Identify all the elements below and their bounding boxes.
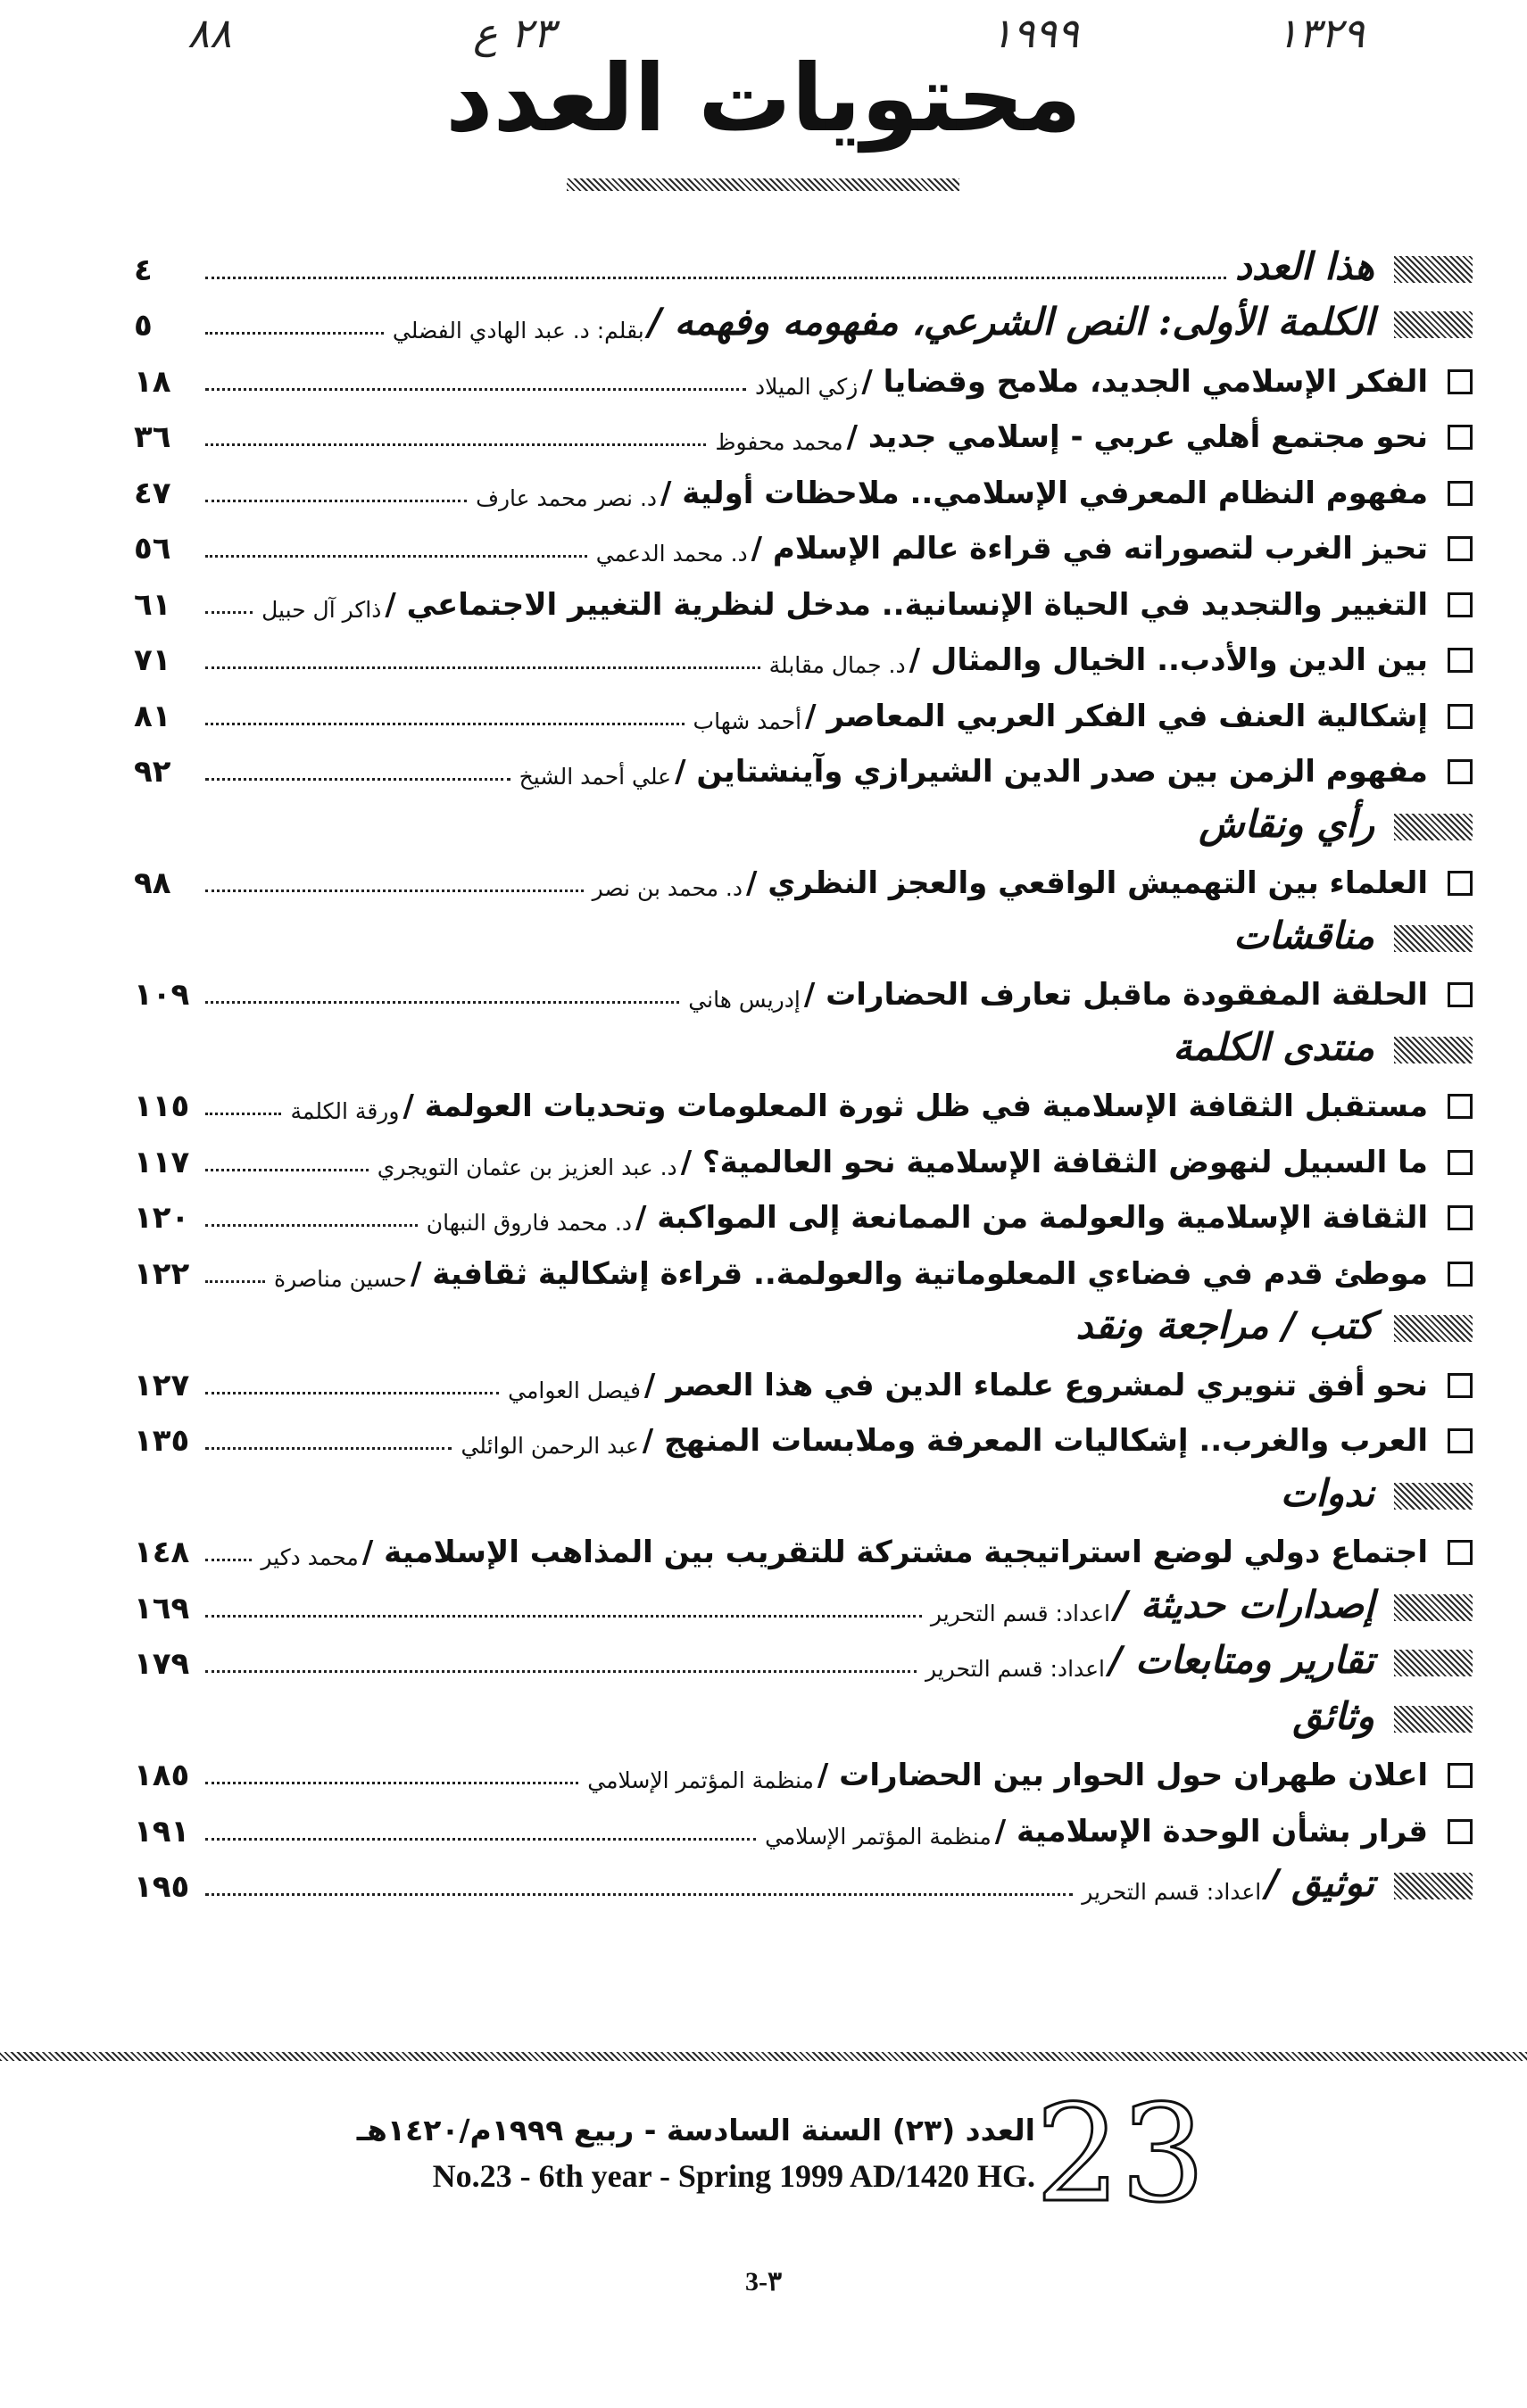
dot-leader — [205, 611, 253, 614]
toc-section[interactable] — [134, 295, 1473, 352]
entry-page-number: ٧١ — [134, 642, 171, 678]
dot-leader — [205, 1893, 1073, 1896]
dot-leader — [205, 1559, 252, 1561]
entry-title: تقارير ومتابعات / — [1108, 1638, 1374, 1682]
entry-page-number: ١٢٢ — [134, 1255, 190, 1292]
entry-title: الكلمة الأولى: النص الشرعي، مفهومه وفهمه / — [647, 300, 1374, 343]
entry-title: نحو أفق تنويري لمشروع علماء الدين في هذا العصر / — [643, 1367, 1428, 1403]
section-marker-icon — [1394, 1037, 1473, 1063]
toc-entry[interactable] — [134, 518, 1473, 575]
page-number: 3-٣ — [744, 2267, 783, 2296]
toc-section[interactable] — [134, 1857, 1473, 1913]
dot-leader — [205, 1113, 281, 1115]
entry-author: د. جمال مقابلة — [768, 652, 906, 678]
entry-page-number: ٥ — [134, 308, 153, 343]
entry-title: اجتماع دولي لوضع استراتيجية مشتركة للتقريب بين المذاهب الإسلامية / — [361, 1535, 1428, 1570]
entry-author: علي أحمد الشيخ — [519, 764, 672, 790]
entry-title: مناقشات — [1233, 913, 1374, 957]
dot-leader — [205, 332, 384, 335]
entry-author: محمد دكير — [261, 1544, 359, 1570]
handwritten-note: ١٣٢٩ — [1276, 9, 1365, 57]
entry-title: الثقافة الإسلامية والعولمة من الممانعة إلى المواكبة / — [635, 1200, 1428, 1236]
entry-author: أحمد شهاب — [693, 708, 802, 734]
checkbox-icon — [1448, 592, 1473, 617]
entry-title: قرار بشأن الوحدة الإسلامية / — [994, 1813, 1428, 1849]
table-of-contents — [134, 239, 1473, 1912]
checkbox-icon — [1448, 871, 1473, 896]
toc-section[interactable] — [134, 1689, 1473, 1745]
checkbox-icon — [1448, 982, 1473, 1007]
entry-author: عبد الرحمن الوائلي — [461, 1433, 639, 1459]
page-title: محتويات العدد — [445, 44, 1082, 153]
entry-page-number: ١٩١ — [134, 1813, 190, 1849]
entry-author: فيصل العوامي — [508, 1377, 641, 1403]
toc-section[interactable] — [134, 908, 1473, 964]
entry-author: منظمة المؤتمر الإسلامي — [765, 1823, 992, 1849]
entry-title: إشكالية العنف في الفكر العربي المعاصر / — [805, 698, 1428, 734]
toc-entry[interactable] — [134, 1243, 1473, 1299]
entry-page-number: ٤٧ — [134, 475, 171, 511]
toc-entry[interactable] — [134, 1131, 1473, 1187]
checkbox-icon — [1448, 704, 1473, 729]
dot-leader — [205, 1001, 679, 1004]
entry-title: بين الدين والأدب.. الخيال والمثال / — [909, 642, 1428, 678]
entry-title: ندوات — [1280, 1470, 1374, 1515]
dot-leader — [205, 555, 587, 558]
entry-page-number: ١٦٩ — [134, 1590, 190, 1626]
entry-page-number: ٩٢ — [134, 754, 171, 790]
toc-entry[interactable] — [134, 630, 1473, 686]
toc-entry[interactable] — [134, 351, 1473, 407]
entry-page-number: ١٢٠ — [134, 1200, 190, 1236]
dot-leader — [205, 1392, 499, 1394]
entry-page-number: ١١٧ — [134, 1144, 190, 1180]
toc-section[interactable] — [134, 1577, 1473, 1634]
toc-entry[interactable] — [134, 1411, 1473, 1467]
handwritten-note: ١٩٩٩ — [991, 9, 1079, 57]
entry-author: د. عبد العزيز بن عثمان التويجري — [377, 1154, 677, 1180]
toc-entry[interactable] — [134, 574, 1473, 630]
toc-section[interactable] — [134, 797, 1473, 853]
entry-page-number: ٣٦ — [134, 419, 171, 455]
entry-page-number: ١١٥ — [134, 1088, 190, 1124]
dot-leader — [205, 778, 510, 781]
dot-leader — [205, 1615, 922, 1618]
entry-author: اعداد: قسم التحرير — [1082, 1879, 1262, 1905]
entry-title: كتب / مراجعة ونقد — [1075, 1303, 1374, 1347]
entry-title: العلماء بين التهميش الواقعي والعجز النظري / — [746, 865, 1428, 901]
toc-entry[interactable] — [134, 1076, 1473, 1132]
section-marker-icon — [1394, 1873, 1473, 1899]
entry-title: إصدارات حديثة / — [1113, 1582, 1374, 1626]
toc-entry[interactable] — [134, 462, 1473, 518]
checkbox-icon — [1448, 1150, 1473, 1175]
entry-author: ورقة الكلمة — [290, 1098, 400, 1124]
entry-author: ذاكر آل حبيل — [261, 596, 382, 623]
entry-page-number: ٥٦ — [134, 531, 171, 567]
entry-author: زكي الميلاد — [755, 373, 859, 400]
toc-entry[interactable] — [134, 685, 1473, 741]
section-marker-icon — [1394, 256, 1473, 283]
entry-title: نحو مجتمع أهلي عربي - إسلامي جديد / — [846, 419, 1428, 455]
toc-entry[interactable] — [134, 1354, 1473, 1411]
dot-leader — [205, 500, 467, 502]
entry-author: إدريس هاني — [688, 987, 801, 1013]
section-marker-icon — [1394, 814, 1473, 840]
dot-leader — [205, 1838, 756, 1841]
entry-author: حسين مناصرة — [274, 1265, 407, 1292]
section-marker-icon — [1394, 1315, 1473, 1342]
checkbox-icon — [1448, 481, 1473, 506]
entry-page-number: ١٩٥ — [134, 1869, 190, 1905]
toc-entry[interactable] — [134, 964, 1473, 1021]
checkbox-icon — [1448, 425, 1473, 450]
entry-page-number: ٦١ — [134, 586, 171, 623]
entry-author: د. نصر محمد عارف — [476, 484, 658, 511]
checkbox-icon — [1448, 1262, 1473, 1287]
entry-page-number: ٩٨ — [134, 865, 171, 901]
checkbox-icon — [1448, 536, 1473, 561]
entry-author: منظمة المؤتمر الإسلامي — [587, 1767, 814, 1793]
entry-author: اعداد: قسم التحرير — [925, 1656, 1105, 1682]
toc-section[interactable] — [134, 1020, 1473, 1076]
section-marker-icon — [1394, 311, 1473, 338]
entry-page-number: ١٢٧ — [134, 1367, 190, 1403]
dot-leader — [205, 1224, 418, 1227]
section-marker-icon — [1394, 1706, 1473, 1733]
entry-title: هذا العدد — [1235, 244, 1374, 288]
entry-title: مفهوم النظام المعرفي الإسلامي.. ملاحظات أولية / — [660, 475, 1428, 511]
checkbox-icon — [1448, 1094, 1473, 1119]
checkbox-icon — [1448, 1205, 1473, 1230]
dot-leader — [205, 1280, 265, 1283]
checkbox-icon — [1448, 1373, 1473, 1398]
handwritten-note: ٢٣ ع — [473, 9, 555, 57]
entry-title: رأي ونقاش — [1199, 801, 1374, 846]
entry-title: اعلان طهران حول الحوار بين الحضارات / — [817, 1758, 1428, 1793]
title-underline — [567, 178, 959, 191]
toc-entry[interactable] — [134, 407, 1473, 463]
dot-leader — [205, 388, 746, 391]
entry-page-number: ١٤٨ — [134, 1535, 190, 1570]
toc-entry[interactable] — [134, 853, 1473, 909]
entry-title: وثائق — [1292, 1693, 1374, 1738]
issue-line-arabic: العدد (٢٣) السنة السادسة - ربيع ١٩٩٩م/١٤٢٠هـ — [356, 2113, 1035, 2147]
section-marker-icon — [1394, 1594, 1473, 1621]
checkbox-icon — [1448, 1763, 1473, 1788]
checkbox-icon — [1448, 1819, 1473, 1844]
footer-divider — [0, 2052, 1527, 2061]
toc-entry[interactable] — [134, 741, 1473, 798]
entry-title: توثيق / — [1265, 1861, 1374, 1905]
entry-title: التغيير والتجديد في الحياة الإنسانية.. مدخل لنظرية التغيير الاجتماعي / — [385, 586, 1428, 623]
entry-author: د. محمد فاروق النبهان — [426, 1210, 633, 1236]
toc-section[interactable] — [134, 1634, 1473, 1690]
entry-title: تحيز الغرب لتصوراته في قراءة عالم الإسلام / — [751, 531, 1428, 567]
handwritten-note: ٨٨ — [187, 9, 232, 57]
toc-entry[interactable] — [134, 1800, 1473, 1857]
dot-leader — [205, 1169, 369, 1171]
entry-page-number: ١٧٩ — [134, 1646, 190, 1682]
checkbox-icon — [1448, 1540, 1473, 1565]
toc-section[interactable] — [134, 1299, 1473, 1355]
entry-page-number: ١٣٥ — [134, 1423, 190, 1459]
toc-entry[interactable] — [134, 1187, 1473, 1244]
toc-section[interactable] — [134, 239, 1473, 295]
issue-line-english: No.23 - 6th year - Spring 1999 AD/1420 HG. — [432, 2158, 1035, 2194]
entry-page-number: ٤ — [134, 252, 153, 288]
entry-author: د. محمد بن نصر — [592, 875, 743, 901]
toc-entry[interactable] — [134, 1745, 1473, 1801]
entry-title: مفهوم الزمن بين صدر الدين الشيرازي وآينشتاين / — [675, 754, 1428, 790]
checkbox-icon — [1448, 1428, 1473, 1453]
entry-page-number: ٨١ — [134, 698, 171, 734]
entry-title: موطئ قدم في فضاءي المعلوماتية والعولمة.. قراءة إشكالية ثقافية / — [411, 1255, 1428, 1292]
section-marker-icon — [1394, 1483, 1473, 1510]
entry-title: الفكر الإسلامي الجديد، ملامح وقضايا / — [861, 363, 1428, 400]
dot-leader — [205, 666, 760, 669]
checkbox-icon — [1448, 648, 1473, 673]
section-marker-icon — [1394, 925, 1473, 952]
entry-author: محمد محفوظ — [715, 429, 843, 455]
toc-section[interactable] — [134, 1466, 1473, 1522]
entry-title: منتدى الكلمة — [1173, 1024, 1374, 1069]
entry-title: الحلقة المفقودة ماقبل تعارف الحضارات / — [803, 977, 1428, 1013]
section-marker-icon — [1394, 1650, 1473, 1676]
entry-author: د. محمد الدعمي — [595, 541, 748, 567]
entry-author: اعداد: قسم التحرير — [930, 1600, 1110, 1626]
entry-page-number: ١٨٥ — [134, 1758, 190, 1793]
dot-leader — [205, 1670, 917, 1673]
entry-title: ما السبيل لنهوض الثقافة الإسلامية نحو العالمية؟ / — [680, 1144, 1428, 1180]
entry-page-number: ١٠٩ — [134, 977, 190, 1013]
dot-leader — [205, 443, 706, 446]
issue-number-graphic: 23 — [1035, 2077, 1206, 2232]
entry-author: بقلم: د. عبد الهادي الفضلي — [392, 318, 644, 343]
dot-leader — [205, 1447, 452, 1450]
dot-leader — [205, 890, 584, 892]
checkbox-icon — [1448, 759, 1473, 784]
dot-leader — [205, 723, 685, 725]
entry-title: مستقبل الثقافة الإسلامية في ظل ثورة المعلومات وتحديات العولمة / — [402, 1088, 1428, 1124]
dot-leader — [205, 277, 1226, 279]
checkbox-icon — [1448, 369, 1473, 394]
entry-title: العرب والغرب.. إشكاليات المعرفة وملابسات المنهج / — [642, 1423, 1428, 1459]
toc-entry[interactable] — [134, 1522, 1473, 1578]
dot-leader — [205, 1782, 578, 1784]
entry-page-number: ١٨ — [134, 363, 171, 400]
